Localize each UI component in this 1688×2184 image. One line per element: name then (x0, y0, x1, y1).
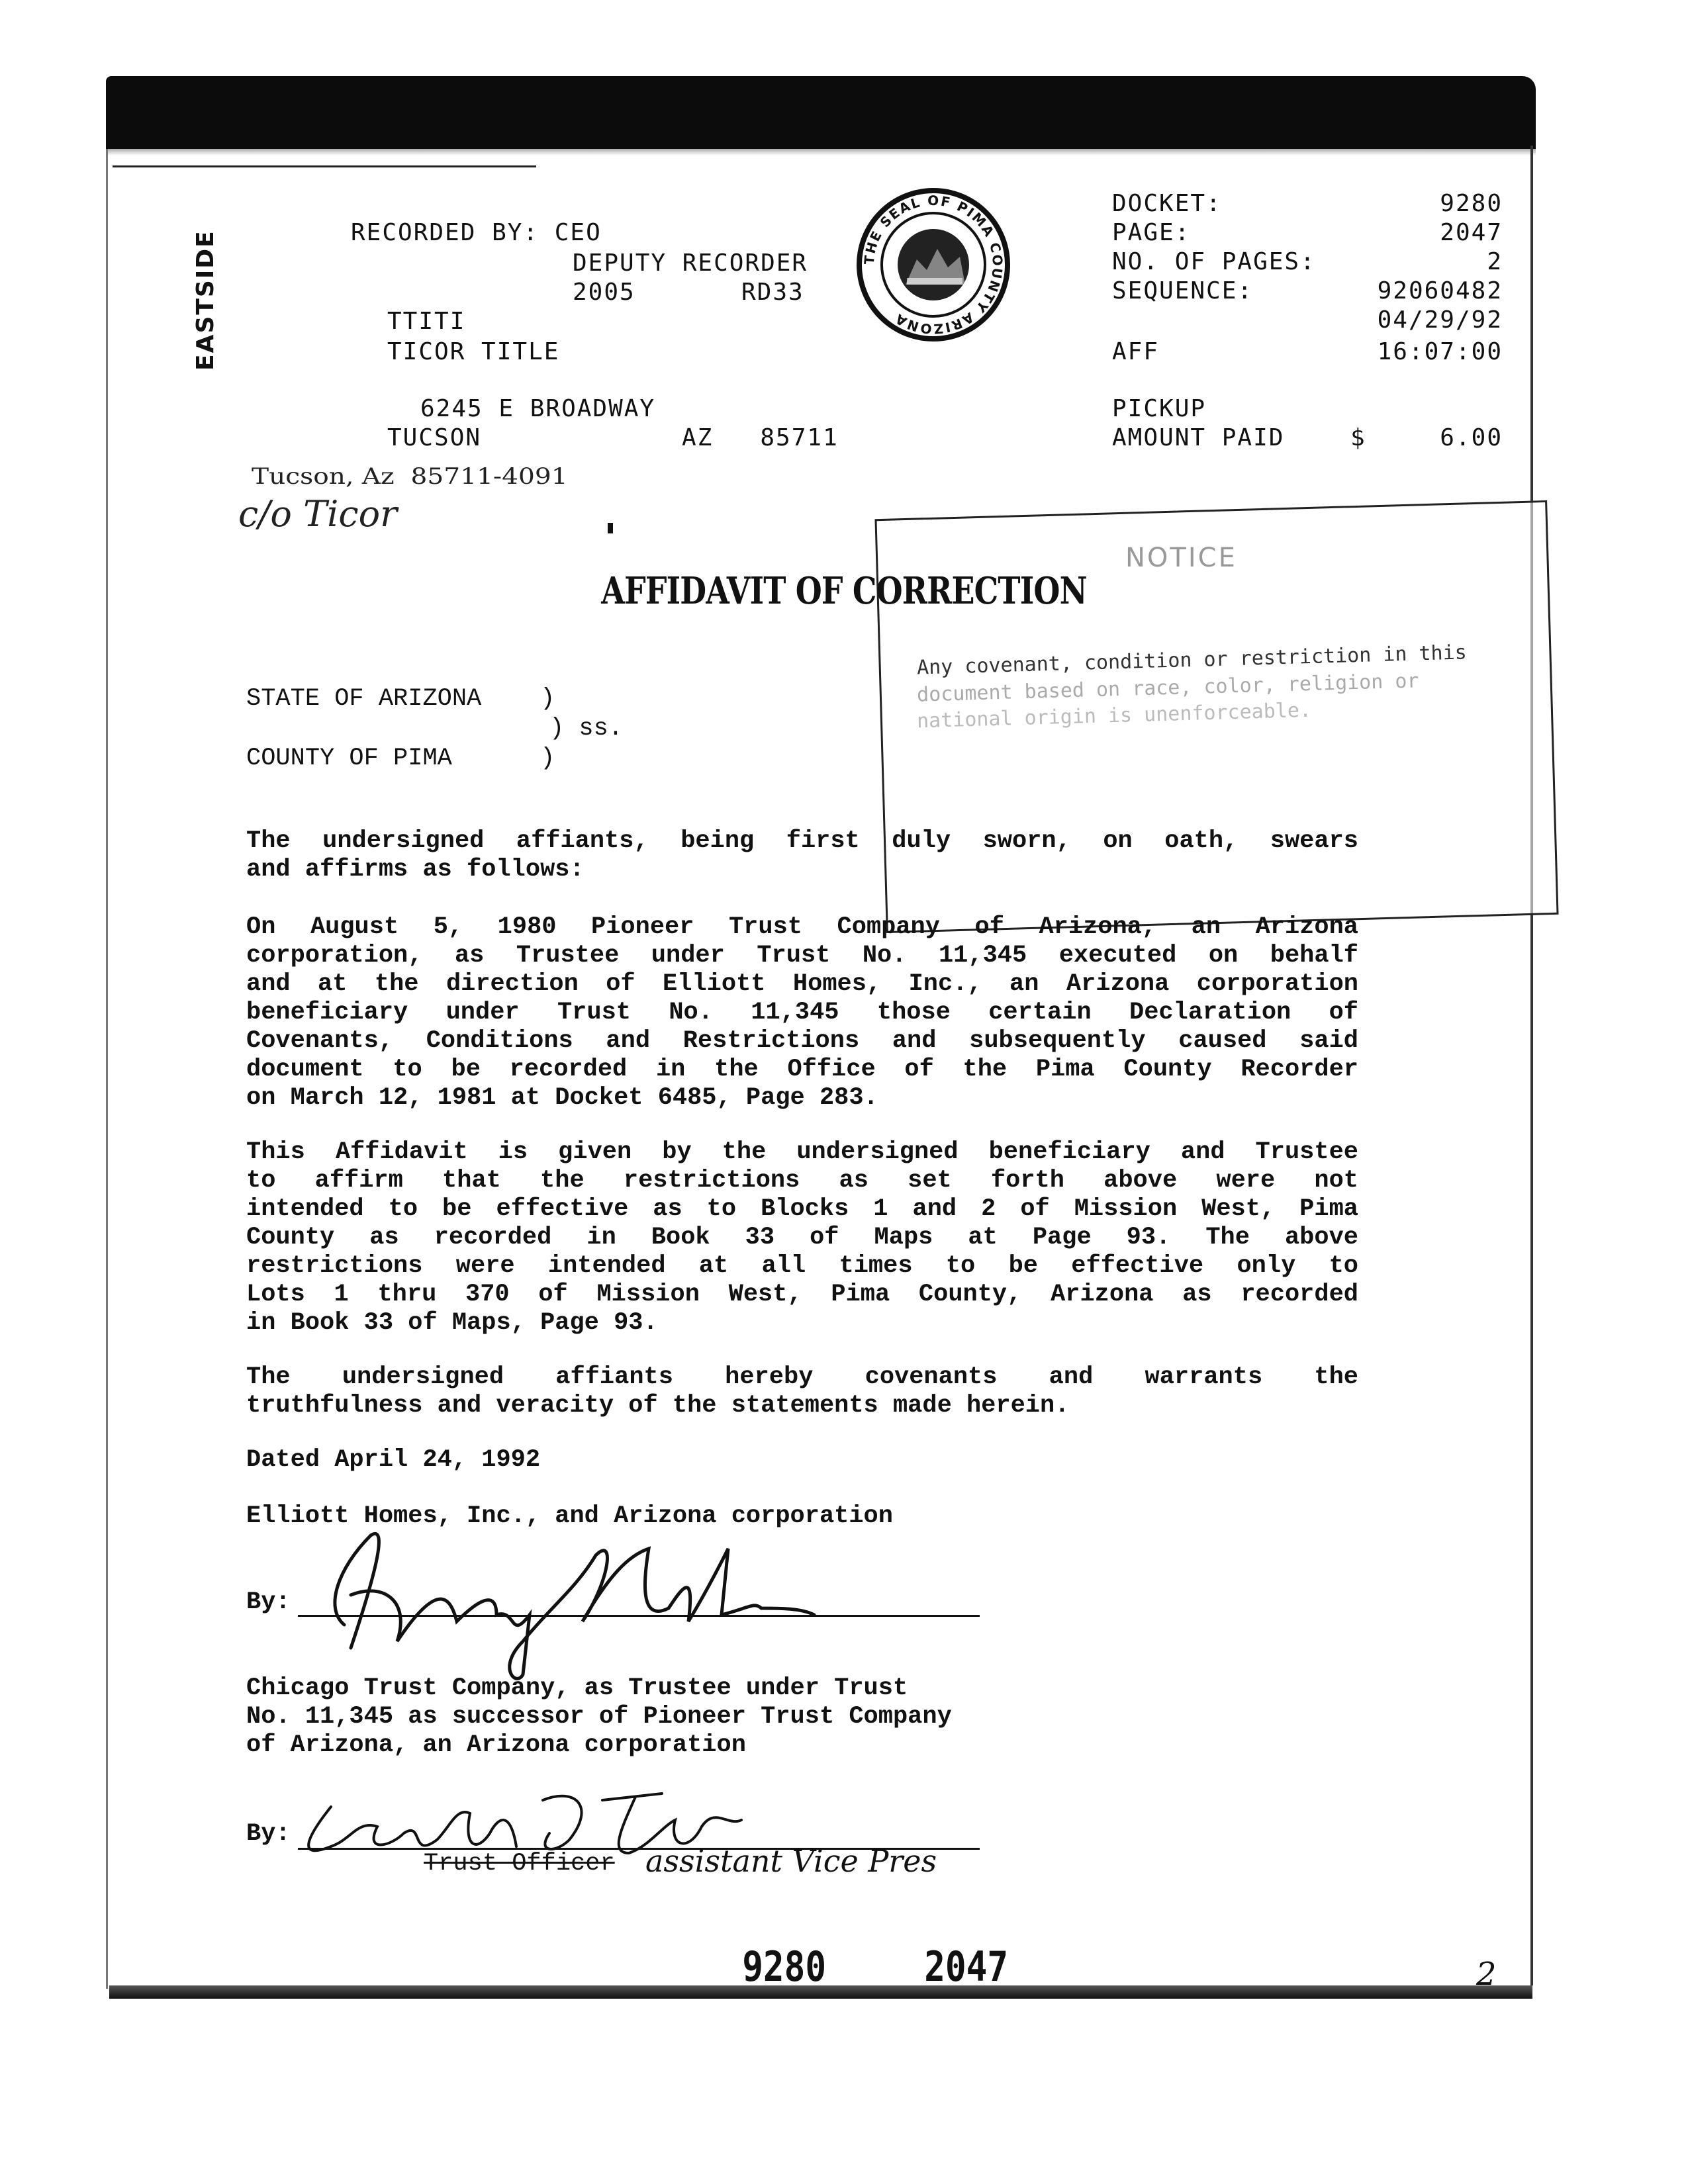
currency-symbol: $ (1350, 424, 1366, 451)
text-line: County as recorded in Book 33 of Maps at Page 93. The above (246, 1224, 1358, 1251)
text-line: to affirm that the restrictions as set forth above were not (246, 1167, 1358, 1195)
docket-label: DOCKET: (1112, 190, 1222, 217)
scan-right-edge (1530, 146, 1533, 1985)
footer-page: 2047 (924, 1942, 1009, 1991)
text-line: beneficiary under Trust No. 11,345 those certain Declaration of (246, 999, 1358, 1026)
signature-elliott (298, 1509, 827, 1688)
ink-dot (608, 523, 613, 533)
city: TUCSON (387, 424, 482, 451)
handwritten-title: assistant Vice Pres (645, 1843, 937, 1879)
side-label: EASTSIDE (192, 230, 219, 371)
document-title: AFFIDAVIT OF CORRECTION (601, 569, 1087, 613)
header-rule (113, 165, 536, 167)
footer-docket: 9280 (742, 1942, 827, 1991)
amount-label: AMOUNT PAID (1112, 424, 1285, 451)
dated-line: Dated April 24, 1992 (246, 1446, 541, 1474)
by-label-2: By: (246, 1820, 291, 1848)
recorder-code-right: RD33 (741, 279, 804, 306)
text-line: Covenants, Conditions and Restrictions and subsequently caused said (246, 1027, 1358, 1055)
notice-heading: NOTICE (1125, 543, 1237, 573)
sequence-value: 92060482 (1377, 277, 1503, 304)
text-line: restrictions were intended at all times to be effective only to (246, 1252, 1358, 1280)
signer-entity-2-line-3: of Arizona, an Arizona corporation (246, 1731, 746, 1759)
pages-label: NO. OF PAGES: (1112, 248, 1316, 275)
paragraph-recital (246, 913, 1358, 1113)
sequence-label: SEQUENCE: (1112, 277, 1254, 304)
pages-value: 2 (1487, 248, 1503, 275)
state-zip: AZ 85711 (682, 424, 839, 451)
street-address: 6245 E BROADWAY (420, 395, 656, 422)
text-line: and affirms as follows: (246, 856, 585, 884)
text-line: on March 12, 1981 at Docket 6485, Page 283. (246, 1084, 878, 1112)
page-mark: 2 (1476, 1956, 1497, 1993)
struck-title: Trust Officer (424, 1850, 615, 1878)
page-value: 2047 (1440, 219, 1503, 246)
recording-date: 04/29/92 (1377, 306, 1503, 334)
handwritten-address: Tucson, Az 85711-4091 (252, 463, 568, 490)
venue-ss: ) ss. (549, 715, 624, 743)
handwritten-care-of: c/o Ticor (238, 493, 397, 535)
pima-county-seal (854, 185, 1013, 344)
text-line: This Affidavit is given by the undersigned beneficiary and Trustee (246, 1138, 1358, 1166)
notice-line-1: Any covenant, condition or restriction in this (916, 641, 1468, 680)
text-line: The undersigned affiants hereby covenants and warrants the (246, 1363, 1358, 1391)
paragraph-warranty (246, 1363, 1358, 1420)
docket-value: 9280 (1440, 190, 1503, 217)
text-line: Lots 1 thru 370 of Mission West, Pima County, Arizona as recorded (246, 1281, 1358, 1308)
amount-value: 6.00 (1440, 424, 1503, 451)
signer-entity-2-line-2: No. 11,345 as successor of Pioneer Trust Company (246, 1703, 952, 1731)
text-line: The undersigned affiants, being first duly sworn, on oath, swears (246, 827, 1358, 855)
scan-left-edge (106, 149, 108, 1989)
text-line: in Book 33 of Maps, Page 93. (246, 1309, 658, 1337)
recorder-code-left: 2005 (573, 279, 635, 306)
text-line: On August 5, 1980 Pioneer Trust Company of Arizona, an Arizona (246, 913, 1358, 941)
seal-text: THE SEAL OF PIMA COUNTY ARIZONA (861, 192, 1006, 338)
by-label-1: By: (246, 1588, 291, 1616)
deputy-recorder: DEPUTY RECORDER (573, 250, 808, 277)
text-line: truthfulness and veracity of the statements made herein. (246, 1392, 1070, 1420)
text-line: corporation, as Trustee under Trust No. 11,345 executed on behalf (246, 942, 1358, 970)
title-company: TICOR TITLE (387, 338, 560, 365)
venue-county: COUNTY OF PIMA ) (246, 745, 555, 772)
notice-line-3: national origin is unenforceable. (916, 698, 1312, 733)
recorded-by: RECORDED BY: CEO (351, 219, 602, 246)
aff-label: AFF (1112, 338, 1160, 365)
notice-line-2: document based on race, color, religion or (916, 669, 1419, 707)
page-label: PAGE: (1112, 219, 1191, 246)
signer-entity-2-line-1: Chicago Trust Company, as Trustee under Trust (246, 1674, 908, 1702)
text-line: and at the direction of Elliott Homes, Inc., an Arizona corporation (246, 970, 1358, 998)
scan-top-shadow (106, 136, 1536, 156)
paragraph-affirmation (246, 1138, 1358, 1338)
paragraph-oath (246, 827, 1358, 884)
text-line: intended to be effective as to Blocks 1 and 2 of Mission West, Pima (246, 1195, 1358, 1223)
pickup-label: PICKUP (1112, 395, 1207, 422)
text-line: document to be recorded in the Office of the Pima County Recorder (246, 1056, 1358, 1083)
venue-state: STATE OF ARIZONA ) (246, 685, 555, 713)
ttiti-code: TTITI (387, 308, 466, 335)
signer-entity-1: Elliott Homes, Inc., and Arizona corporation (246, 1502, 893, 1530)
recording-time: 16:07:00 (1377, 338, 1503, 365)
